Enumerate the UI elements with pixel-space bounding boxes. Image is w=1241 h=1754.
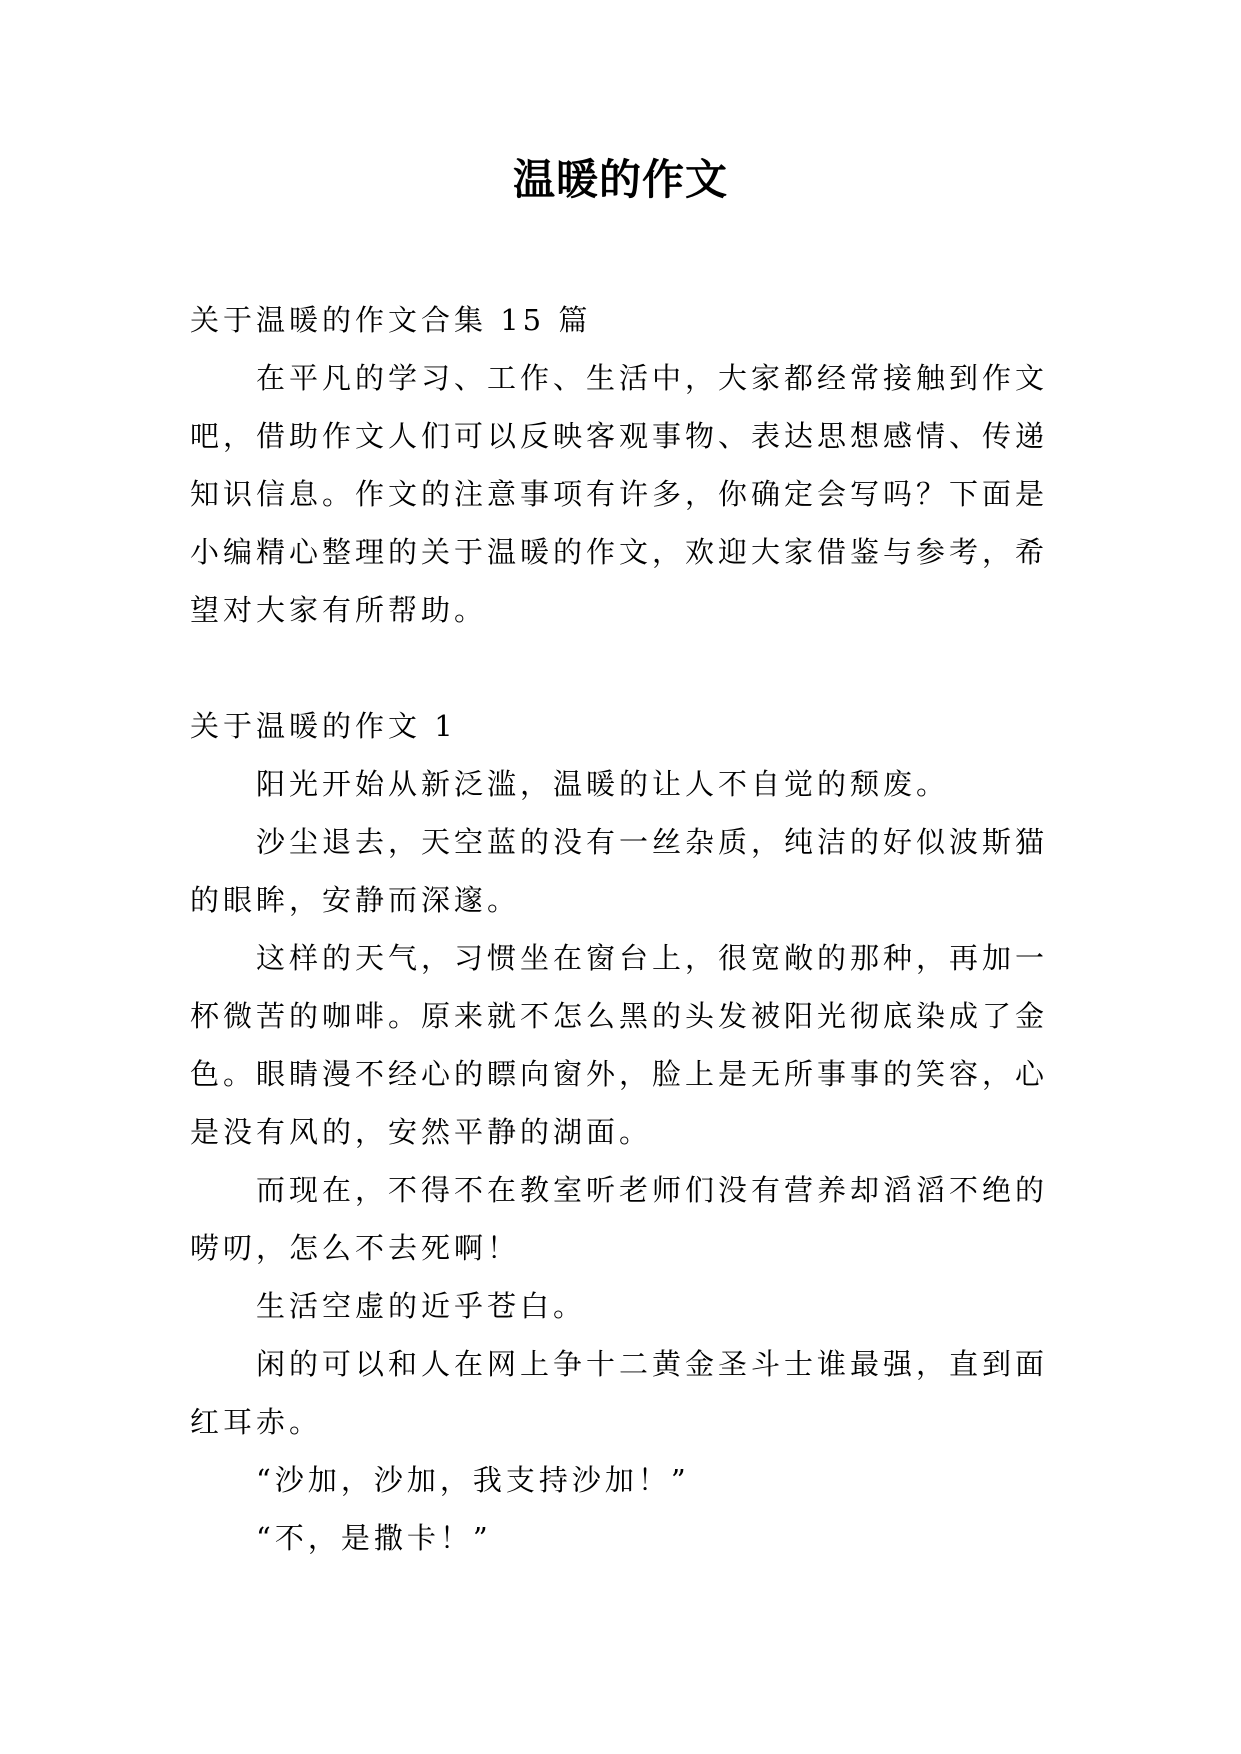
essay-heading: 关于温暖的作文 1	[190, 709, 457, 743]
essay-paragraph: 闲的可以和人在网上争十二黄金圣斗士谁最强，直到面红耳赤。	[190, 1347, 1049, 1439]
collection-heading: 关于温暖的作文合集 15 篇	[190, 303, 592, 337]
document-title: 温暖的作文	[512, 155, 728, 204]
essay-paragraph: 沙尘退去，天空蓝的没有一丝杂质，纯洁的好似波斯猫的眼眸，安静而深邃。	[190, 825, 1049, 917]
essay-paragraph: 这样的天气，习惯坐在窗台上，很宽敞的那种，再加一杯微苦的咖啡。原来就不怎么黑的头发被阳光彻底染成了金色。眼睛漫不经心的瞟向窗外，脸上是无所事事的笑容，心是没有风的，安然平静的湖面。	[190, 941, 1049, 1149]
intro-paragraph: 在平凡的学习、工作、生活中，大家都经常接触到作文吧，借助作文人们可以反映客观事物、表达思想感情、传递知识信息。作文的注意事项有许多，你确定会写吗？下面是小编精心整理的关于温暖的作文，欢迎大家借鉴与参考，希望对大家有所帮助。	[190, 361, 1049, 627]
essay-paragraph: 阳光开始从新泛滥，温暖的让人不自觉的颓废。	[256, 767, 950, 801]
essay-dialogue: “沙加，沙加，我支持沙加！”	[256, 1463, 690, 1497]
section-spacer	[190, 639, 1056, 697]
essay-paragraph: 而现在，不得不在教室听老师们没有营养却滔滔不绝的唠叨，怎么不去死啊！	[190, 1173, 1049, 1265]
essay-paragraph: 生活空虚的近乎苍白。	[256, 1289, 587, 1323]
document-body	[190, 291, 1056, 1567]
essay-dialogue: “不，是撒卡！”	[256, 1521, 492, 1555]
